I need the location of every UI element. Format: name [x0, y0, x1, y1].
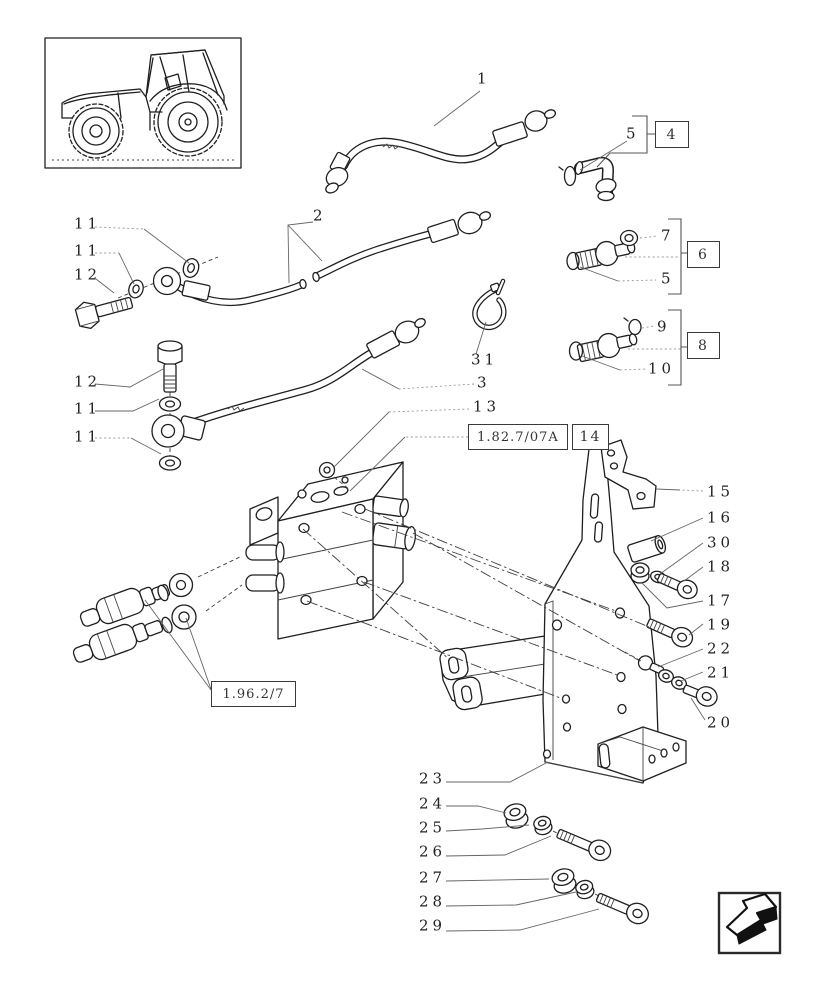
washer-28	[574, 879, 595, 901]
callout-5-top: 5	[626, 124, 640, 143]
washer-11-d	[160, 456, 181, 470]
nav-arrow-icon[interactable]	[719, 893, 780, 953]
callout-11-c: 11	[74, 399, 102, 418]
callout-24: 24	[419, 794, 447, 813]
valve-block	[246, 462, 417, 639]
callout-2: 2	[313, 206, 327, 225]
bolt-29	[594, 887, 652, 927]
washer-11-b	[181, 257, 201, 280]
washer-11-c	[160, 397, 181, 411]
callout-11-d: 11	[74, 427, 102, 446]
callout-27: 27	[419, 868, 447, 887]
fitting-group-8	[570, 318, 642, 364]
tractor-thumbnail	[45, 38, 241, 168]
ref-box-section[interactable]: 1.82.7/07A	[468, 424, 568, 450]
callout-23: 23	[419, 769, 447, 788]
callout-11-b: 11	[74, 241, 102, 260]
callout-25: 25	[419, 818, 447, 837]
banjo-eye-lower	[152, 415, 184, 447]
elbow-fitting-4	[559, 161, 617, 201]
washer-25	[532, 815, 553, 837]
ref-box-couplers[interactable]: 1.96.2/7	[211, 681, 296, 707]
callout-21: 21	[707, 663, 735, 682]
callout-28: 28	[419, 892, 447, 911]
callout-30: 30	[707, 533, 735, 552]
callout-26: 26	[419, 842, 447, 861]
callout-20: 20	[707, 713, 735, 732]
callout-16: 16	[707, 508, 735, 527]
clip-31	[475, 281, 504, 327]
ref-box-14[interactable]: 14	[572, 424, 609, 450]
spacer-16	[627, 534, 667, 562]
callout-31: 31	[471, 350, 499, 369]
ref-box-8[interactable]: 8	[687, 332, 720, 359]
ref-box-4[interactable]: 4	[655, 121, 689, 148]
bolt-26	[554, 823, 613, 863]
bolt-18	[655, 569, 700, 602]
callout-17: 17	[707, 591, 735, 610]
nut-17	[631, 563, 649, 583]
callout-15: 15	[707, 482, 735, 501]
callout-10: 10	[648, 359, 676, 378]
callout-22: 22	[707, 639, 735, 658]
callout-29: 29	[419, 916, 447, 935]
ref-box-6[interactable]: 6	[687, 241, 720, 268]
callout-1: 1	[477, 69, 491, 88]
o-ring-9	[624, 318, 641, 335]
bolt-12-upper	[74, 290, 135, 331]
washer-11-a	[127, 278, 146, 299]
banjo-eye-upper	[154, 268, 181, 295]
callout-3: 3	[477, 373, 491, 392]
nut-27	[550, 867, 577, 896]
callout-19: 19	[707, 615, 735, 634]
fitting-group-6	[567, 231, 638, 272]
callout-12-a: 12	[74, 265, 102, 284]
cap-nut-7	[621, 231, 638, 246]
callout-7: 7	[661, 226, 675, 245]
bolt-12-lower	[158, 341, 182, 392]
callout-5-mid: 5	[661, 269, 675, 288]
o-ring-5-top	[559, 167, 576, 186]
callout-11-a: 11	[74, 214, 102, 233]
callout-18: 18	[707, 557, 735, 576]
callout-13: 13	[473, 397, 501, 416]
callout-12-b: 12	[74, 372, 102, 391]
callout-9: 9	[657, 317, 671, 336]
quick-couplers	[70, 574, 196, 669]
